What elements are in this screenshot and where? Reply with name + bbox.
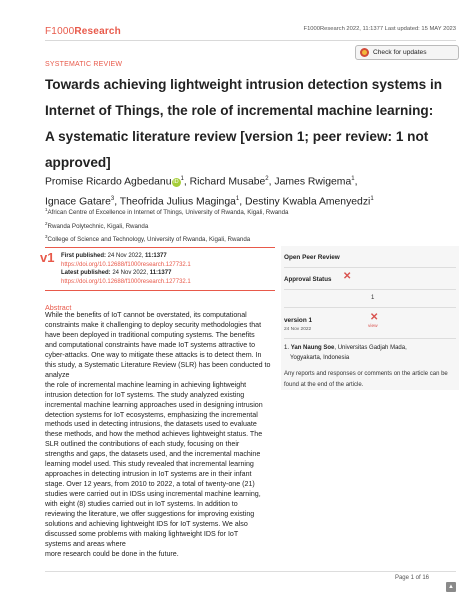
abstract-line: constraints make it challenging to deploy security methodologies that xyxy=(45,320,262,329)
peer-review-note: Any reports and responses or comments on the article can be found at the end of the article. xyxy=(284,371,448,388)
abstract-line: stage. Over 12 years, from 2010 to 2022, a total of twenty-one (21) xyxy=(45,480,255,489)
logo-research-text: Research xyxy=(74,26,121,37)
affiliation-text: Rwanda Polytechnic, Kigali, Rwanda xyxy=(47,222,149,230)
peer-review-rule xyxy=(284,338,456,339)
article-title: Towards achieving lightweight intrusion detection systems in Internet of Things, the role of incremental machine learning: A systematic literature review [version 1; peer review: 1 not approved] xyxy=(45,77,443,170)
abstract-line: methods used in detecting intrusions, the datasets used to evaluate xyxy=(45,420,257,429)
logo-f1000-text: F1000 xyxy=(45,26,75,37)
view-report-link[interactable]: view xyxy=(368,324,378,329)
affiliation-item xyxy=(45,205,425,219)
author-list: Promise Ricardo Agbedanu $iD^1$, Richard Musabe$^2$, James Rwigema$^1$, Ignace Gatare$^3$, Theofrida Julius Maginga$^1$, Destiny Kwabla Amenyedzi$^1$ xyxy=(45,176,374,208)
author-name[interactable]: Richard Musabe xyxy=(189,176,266,188)
abstract-line: approaches in detecting intrusion in IoT systems are in their infant xyxy=(45,470,252,479)
latest-published-doi-link[interactable]: https://doi.org/10.12688/f1000research.127732.1 xyxy=(61,278,191,285)
abstract-line: reviewing the literature, we offer suggestions for improving existing xyxy=(45,510,255,519)
abstract-line: incremental machine learning approaches used in designing intrusion xyxy=(45,400,263,409)
author-affiliation-ref: 1 xyxy=(235,195,240,202)
latest-published-date: 24 Nov 2022, xyxy=(112,270,149,276)
author-affiliation-ref: 1 xyxy=(351,176,355,182)
latest-published-label: Latest published: xyxy=(61,270,111,276)
publication-bottom-rule xyxy=(45,290,275,291)
orcid-icon[interactable]: iD xyxy=(173,179,179,186)
not-approved-icon: ✕ xyxy=(370,312,379,323)
abstract-line: this study, a Systematic Literature Review (SLR) has been conducted to xyxy=(45,360,271,369)
reviewer-location: Yogyakarta, Indonesia xyxy=(290,355,350,361)
version-label: version 1 xyxy=(284,317,313,324)
first-published-date: 24 Nov 2022, xyxy=(107,253,144,259)
scroll-up-icon[interactable]: ▲ xyxy=(446,582,456,592)
page-header xyxy=(0,0,474,42)
author-affiliation-ref: 1 xyxy=(370,195,374,202)
abstract-line: discussed some problems with making lightweight IDS for IoT xyxy=(45,529,239,538)
abstract-line: analyze xyxy=(45,370,70,379)
abstract-line: these methods, and how the method achieves lightweight status. The xyxy=(45,430,263,439)
first-published-doi-link[interactable]: https://doi.org/10.12688/f1000research.127732.1 xyxy=(61,261,191,268)
peer-review-rule xyxy=(284,307,456,308)
affiliation-item xyxy=(45,219,425,233)
affiliation-number: 1 xyxy=(45,207,48,212)
affiliation-item xyxy=(45,232,425,246)
latest-published xyxy=(61,269,271,286)
affiliation-number: 2 xyxy=(45,220,48,226)
footer-divider xyxy=(45,571,456,572)
first-published-ref: 11:1377 xyxy=(145,253,167,259)
abstract-body xyxy=(45,311,275,560)
check-for-updates-button[interactable] xyxy=(355,45,459,60)
not-approved-icon: ✕ xyxy=(343,271,352,282)
version-date: 24 Nov 2022 xyxy=(284,327,312,332)
abstract-line: intrusion detection for IoT systems. The study analyzed existing xyxy=(45,390,245,399)
open-peer-review-heading: Open Peer Review xyxy=(284,254,340,261)
author-name[interactable]: Theofrida Julius Maginga xyxy=(119,196,236,208)
approval-status-label: Approval Status xyxy=(284,276,332,283)
author-name[interactable]: Ignace Gatare xyxy=(45,196,111,208)
version-badge: v1 xyxy=(40,250,55,265)
abstract-line: with eight (8) studies carried out in IoT systems. In addition to xyxy=(45,500,238,509)
author-affiliation-ref: 3 xyxy=(110,195,115,202)
author-affiliation-ref: 2 xyxy=(265,176,269,182)
first-published-label: First published: xyxy=(61,253,106,259)
abstract-line: and computational constraints have made IoT systems attractive to xyxy=(45,340,256,349)
open-peer-review-panel xyxy=(281,246,459,390)
author-name[interactable]: Destiny Kwabla Amenyedzi xyxy=(245,196,371,208)
check-for-updates-label: Check for updates xyxy=(373,49,427,56)
latest-published-ref: 11:1377 xyxy=(149,270,172,276)
abstract-line: more research could be done in the future. xyxy=(45,549,179,558)
author-name[interactable]: Promise Ricardo Agbedanu xyxy=(45,176,172,188)
abstract-line: studies were carried out in IDSs using incremental machine learning, xyxy=(45,490,261,499)
reviewer-entry xyxy=(284,343,454,363)
abstract-line: have been deployed in traditional computing systems. The benefits xyxy=(45,330,255,339)
author-name[interactable]: James Rwigema xyxy=(274,176,352,188)
abstract-line: detection systems for IoT ecosystems, emphasizing the incremental xyxy=(45,410,258,419)
abstract-heading: Abstract xyxy=(45,303,72,312)
reviewer-name: Yan Naung Soe xyxy=(290,345,335,351)
peer-review-rule xyxy=(284,267,456,268)
abstract-line: cyber-attacks. One way to mitigate these attacks is to detect them. In xyxy=(45,350,262,359)
article-type-tag: SYSTEMATIC REVIEW xyxy=(45,61,123,68)
abstract-line: strengths and gaps, the datasets used, and the incremental machine xyxy=(45,450,261,459)
affiliation-text: African Centre of Excellence in Internet of Things, University of Rwanda, Kigali, Rwanda xyxy=(47,209,289,217)
author-affiliation-ref: 1 xyxy=(180,176,184,182)
first-published xyxy=(61,252,271,269)
affiliation-text: College of Science and Technology, University of Rwanda, Kigali, Rwanda xyxy=(47,236,251,244)
reviewer-affiliation: , Universitas Gadjah Mada, xyxy=(334,345,407,351)
affiliation-number: 3 xyxy=(45,234,48,240)
header-divider xyxy=(45,40,456,41)
page-number: Page 1 of 16 xyxy=(394,575,429,581)
publication-top-rule xyxy=(45,247,275,248)
journal-meta: F1000Research 2022, 11:1377 Last updated: 15 MAY 2023 xyxy=(303,26,456,32)
abstract-line: SLR outlined the contributions of each study, focusing on their xyxy=(45,440,240,449)
peer-review-rule xyxy=(284,289,456,290)
abstract-line: While the benefits of IoT cannot be overstated, its computational xyxy=(45,311,247,319)
abstract-line: the role of incremental machine learning in achieving lightweight xyxy=(45,380,247,389)
reviewer-number: 1. xyxy=(284,345,290,351)
affiliation-list xyxy=(45,205,425,246)
f1000research-logo[interactable] xyxy=(45,26,121,37)
abstract-line: systems and areas where xyxy=(45,539,126,548)
abstract-line: solutions and achieving lightweight IDS for IoT systems. We also xyxy=(45,520,248,529)
crossmark-icon xyxy=(360,48,369,57)
reviewer-column-header: 1 xyxy=(371,295,375,301)
abstract-line: learning model used. This study revealed that incremental learning xyxy=(45,460,254,469)
